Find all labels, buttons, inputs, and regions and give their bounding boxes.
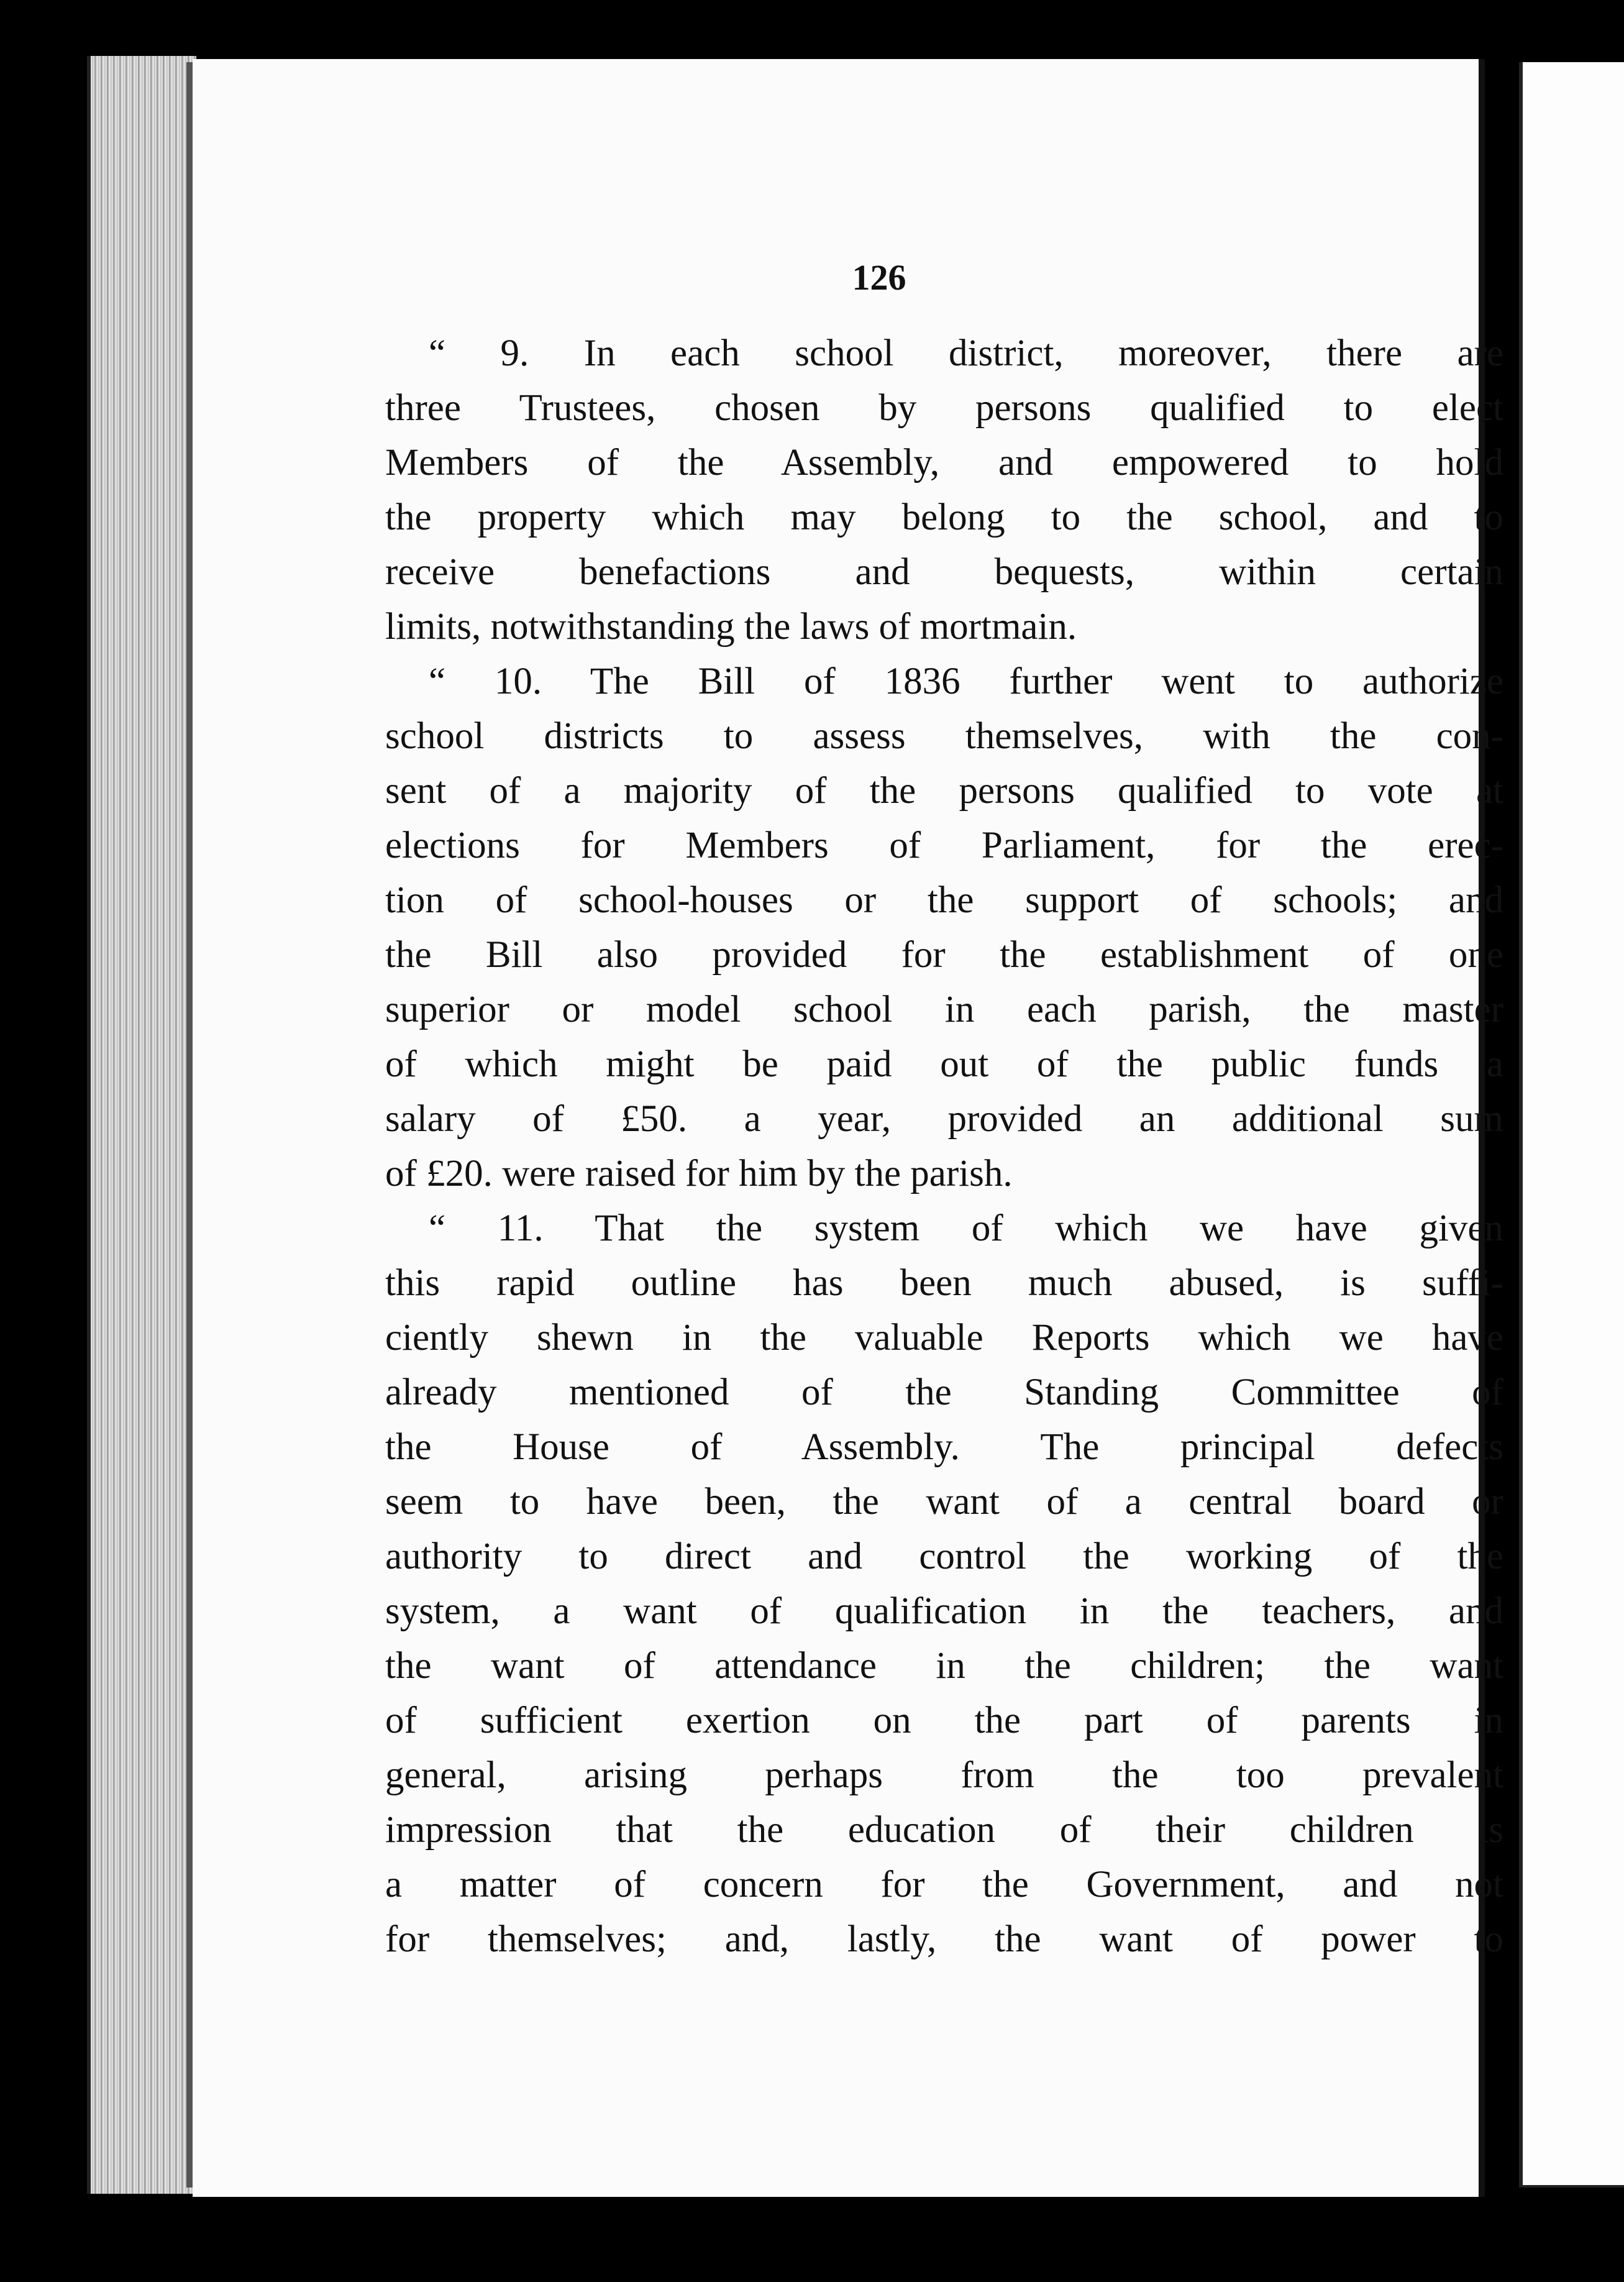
- text-line: already mentioned of the Standing Committee of: [385, 1372, 1503, 1413]
- text-line: elections for Members of Parliament, for the erec-: [385, 825, 1503, 866]
- text-line: authority to direct and control the working of the: [385, 1536, 1503, 1577]
- text-line: the Bill also provided for the establishment of one: [385, 934, 1503, 976]
- text-line: the property which may belong to the school, and to: [385, 497, 1503, 538]
- text-line: sent of a majority of the persons qualified to vote at: [385, 770, 1503, 812]
- text-line: ciently shewn in the valuable Reports which we have: [385, 1317, 1503, 1359]
- text-line: of sufficient exertion on the part of parents in: [385, 1700, 1503, 1741]
- text-line: school districts to assess themselves, with the con-: [385, 715, 1503, 757]
- text-line: this rapid outline has been much abused, is suffi-: [385, 1262, 1503, 1304]
- text-line: salary of £50. a year, provided an additional sum: [385, 1098, 1503, 1140]
- text-line: “ 9. In each school district, moreover, there are: [429, 332, 1503, 374]
- page-number: 126: [852, 257, 906, 298]
- text-line: a matter of concern for the Government, and not: [385, 1864, 1503, 1905]
- book-fore-edge: [87, 56, 196, 2194]
- text-line: seem to have been, the want of a central board or: [385, 1481, 1503, 1523]
- text-line: receive benefactions and bequests, within certain: [385, 551, 1503, 593]
- text-line: three Trustees, chosen by persons qualified to elect: [385, 387, 1503, 429]
- facing-page-edge: [1519, 62, 1624, 2188]
- text-line: of which might be paid out of the public funds a: [385, 1043, 1503, 1085]
- text-line: system, a want of qualification in the teachers, and: [385, 1590, 1503, 1632]
- text-line: limits, notwithstanding the laws of mortmain.: [385, 606, 1077, 648]
- text-line: general, arising perhaps from the too prevalent: [385, 1754, 1503, 1796]
- text-line: of £20. were raised for him by the parish.: [385, 1153, 1013, 1194]
- book-page: [193, 59, 1503, 2197]
- text-line: “ 11. That the system of which we have given: [429, 1207, 1503, 1249]
- text-line: superior or model school in each parish, the master: [385, 989, 1503, 1030]
- text-line: the House of Assembly. The principal defects: [385, 1426, 1503, 1468]
- page-text: [385, 326, 1503, 1967]
- text-line: impression that the education of their children is: [385, 1809, 1503, 1851]
- text-line: Members of the Assembly, and empowered to hold: [385, 442, 1503, 483]
- text-line: for themselves; and, lastly, the want of power to: [385, 1918, 1503, 1960]
- text-line: “ 10. The Bill of 1836 further went to authorize: [429, 661, 1503, 702]
- text-line: tion of school-houses or the support of schools; and: [385, 879, 1503, 921]
- text-line: the want of attendance in the children; the want: [385, 1645, 1503, 1687]
